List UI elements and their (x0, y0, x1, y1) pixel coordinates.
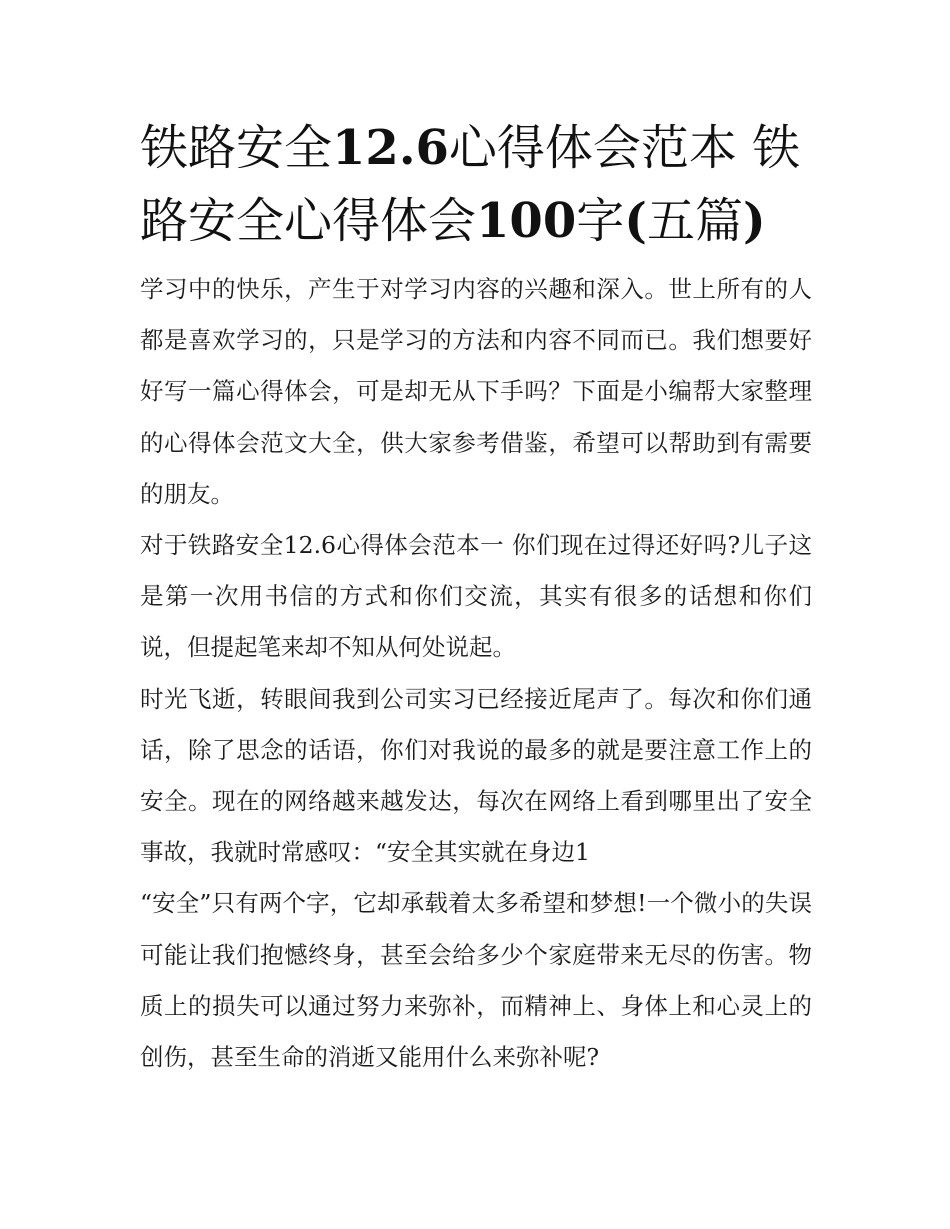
document-body (140, 112, 812, 1083)
document-title: 铁路安全12.6心得体会范本 铁路安全心得体会100字(五篇) (140, 120, 801, 249)
paragraph-letter-opening: 对于铁路安全12.6心得体会范本一 你们现在过得还好吗?儿子这是第一次用书信的方式和你们交流，其实有很多的话想和你们说，但提起笔来却不知从何处说起。 (140, 531, 812, 662)
paragraph-intro: 学习中的快乐，产生于对学习内容的兴趣和深入。世上所有的人都是喜欢学习的，只是学习的方法和内容不同而已。我们想要好好写一篇心得体会，可是却无从下手吗？下面是小编帮大家整理的心得体会范文大全，供大家参考借鉴，希望可以帮助到有需要的朋友。 (140, 275, 812, 508)
paragraph-safety: “安全”只有两个字，它却承载着太多希望和梦想!一个微小的失误可能让我们抱憾终身，甚至会给多少个家庭带来无尽的伤害。物质上的损失可以通过努力来弥补，而精神上、身体上和心灵上的创伤，甚至生命的消逝又能用什么来弥补呢? (140, 889, 812, 1072)
paragraph-internship: 时光飞逝，转眼间我到公司实习已经接近尾声了。每次和你们通话，除了思念的话语，你们对我说的最多的就是要注意工作上的安全。现在的网络越来越发达，每次在网络上看到哪里出了安全事故，我就时常感叹：“安全其实就在身边1 (140, 684, 812, 867)
